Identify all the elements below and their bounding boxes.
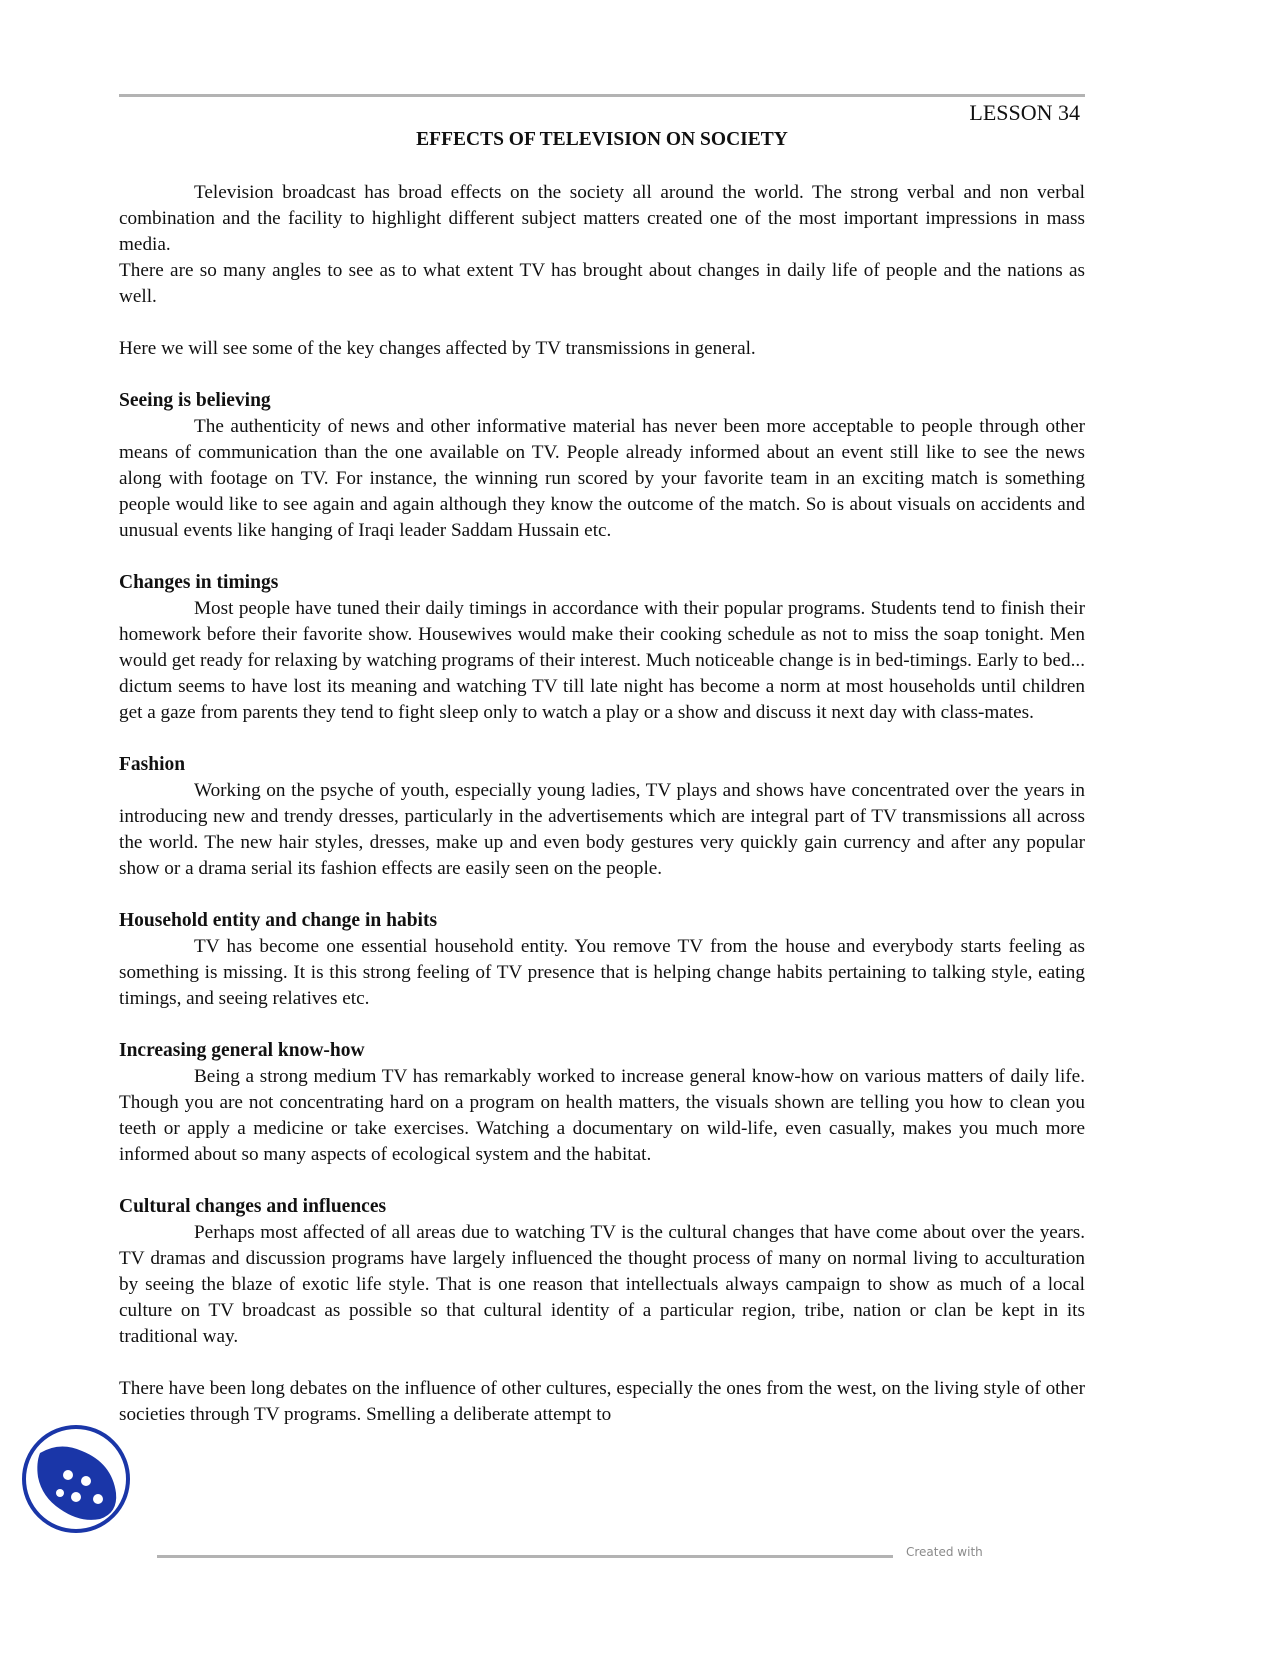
section-body-household: TV has become one essential household entity. You remove TV from the house and everybody starts feeling as something is missing. It is this strong feeling of TV presence that is helping change habits pertaining to talking style, eating timings, and seeing relatives etc. [119, 936, 1085, 1009]
intro-paragraph-1: Television broadcast has broad effects on the society all around the world. The strong verbal and non verbal combination and the facility to highlight different subject matters created one of the most important impressions in mass media. [119, 182, 1085, 255]
closing-paragraph: There have been long debates on the influence of other cultures, especially the ones from the west, on the living style of other societies through TV programs. Smelling a deliberate attempt to [119, 1378, 1085, 1425]
section-body-seeing: The authenticity of news and other informative material has never been more acceptable to people through other means of communication than the one available on TV. People already informed about an event still like to see the news along with footage on TV. For instance, the winning run scored by your favorite team in an exciting match is something people would like to see again and again although they know the outcome of the match. So is about visuals on accidents and unusual events like hanging of Iraqi leader Saddam Hussain etc. [119, 416, 1085, 541]
section-heading-cultural: Cultural changes and influences [119, 1196, 387, 1217]
section-body-knowhow: Being a strong medium TV has remarkably worked to increase general know-how on various matters of daily life. Though you are not concentrating hard on a program on health matters, the visuals shown are telling you how to clean you teeth or apply a medicine or take exercises. Watching a documentary on wild-life, even casually, makes you much more informed about so many aspects of ecological system and the habitat. [119, 1066, 1085, 1165]
lesson-number: LESSON 34 [969, 100, 1080, 125]
section-body-fashion: Working on the psyche of youth, especially young ladies, TV plays and shows have concentrated over the years in introducing new and trendy dresses, particularly in the advertisements which are integral part of TV transmissions all across the world. The new hair styles, dresses, make up and even body gestures very quickly gain currency and after any popular show or a drama serial its fashion effects are easily seen on the people. [119, 780, 1085, 879]
header-rule [119, 94, 1085, 97]
page-title: EFFECTS OF TELEVISION ON SOCIETY [416, 129, 788, 150]
footer-rule [157, 1555, 893, 1558]
round-blue-logo-icon [20, 1423, 132, 1535]
section-body-cultural: Perhaps most affected of all areas due to watching TV is the cultural changes that have come about over the years. TV dramas and discussion programs have largely influenced the thought process of many on normal living to acculturation by seeing the blaze of exotic life style. That is one reason that intellectuals always campaign to show as much of a local culture on TV broadcast as possible so that cultural identity of a particular region, tribe, nation or clan be kept in its traditional way. [119, 1222, 1085, 1347]
intro-paragraph-2: There are so many angles to see as to what extent TV has brought about changes in daily life of people and the nations as well. [119, 260, 1085, 307]
section-heading-fashion: Fashion [119, 754, 186, 775]
section-heading-household: Household entity and change in habits [119, 910, 438, 931]
section-body-timings: Most people have tuned their daily timings in accordance with their popular programs. Students tend to finish their homework before their favorite show. Housewives would make their cooking schedule as not to miss the soap tonight. Men would get ready for relaxing by watching programs of their interest. Much noticeable change is in bed-timings. Early to bed... dictum seems to have lost its meaning and watching TV till late night has become a norm at most households until children get a gaze from parents they tend to fight sleep only to watch a play or a show and discuss it next day with class-mates. [119, 598, 1085, 723]
document-body [119, 180, 1085, 1428]
section-heading-seeing: Seeing is believing [119, 390, 271, 411]
section-heading-knowhow: Increasing general know-how [119, 1040, 365, 1061]
created-with-label: Created with [906, 1545, 983, 1559]
section-heading-timings: Changes in timings [119, 572, 279, 593]
intro-paragraph-3: Here we will see some of the key changes affected by TV transmissions in general. [119, 338, 756, 359]
